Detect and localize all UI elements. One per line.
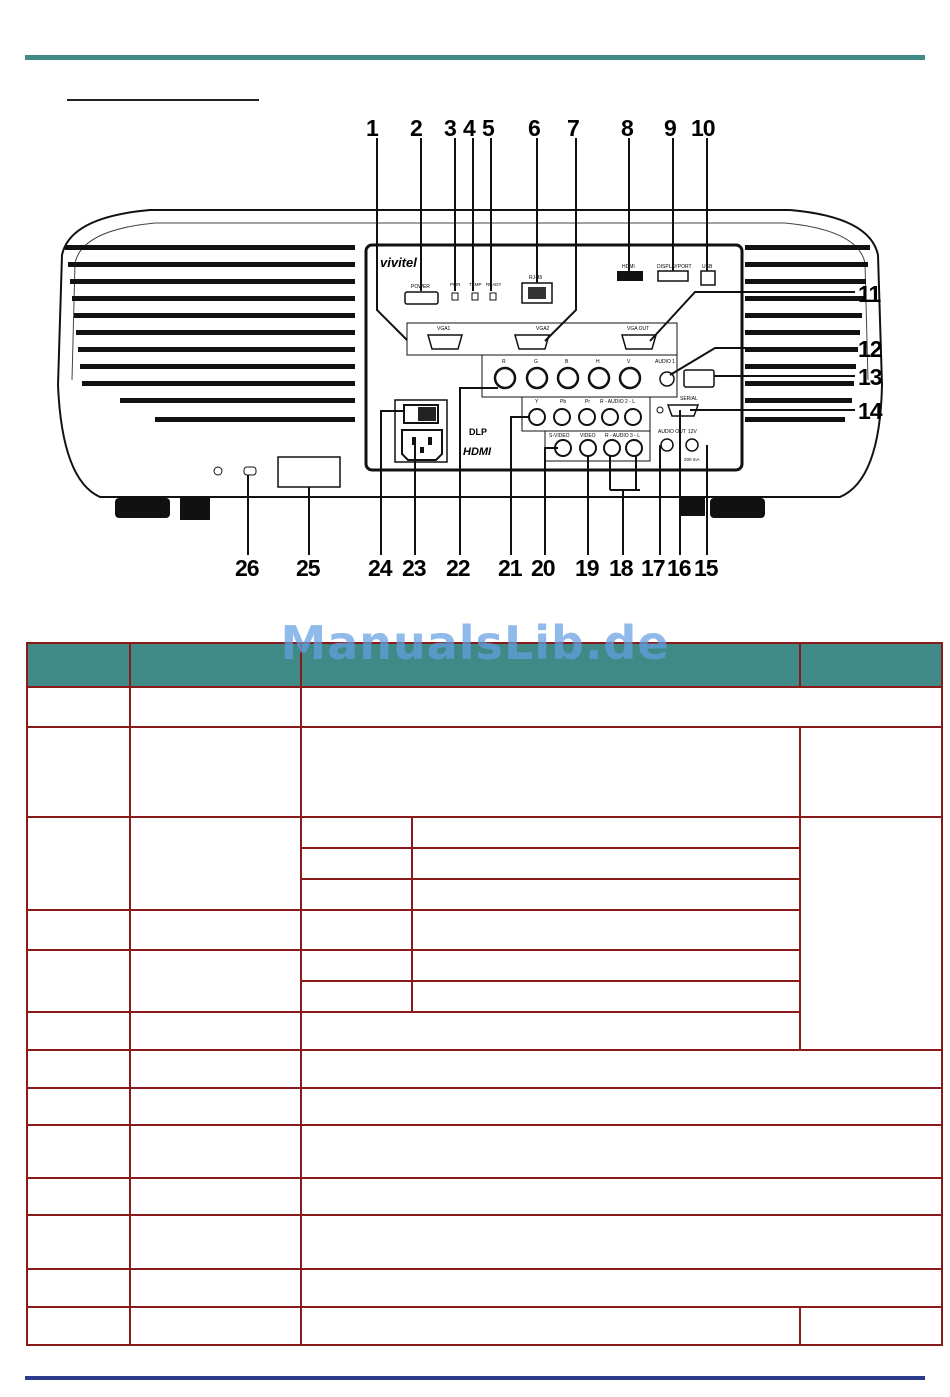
svg-text:POWER: POWER bbox=[411, 284, 430, 290]
callout-2: 2 bbox=[410, 115, 422, 141]
svg-text:12V: 12V bbox=[688, 429, 697, 435]
svg-text:S-VIDEO: S-VIDEO bbox=[549, 433, 570, 439]
callout-21: 21 bbox=[498, 555, 522, 581]
svg-text:VGA OUT: VGA OUT bbox=[627, 326, 650, 332]
svg-text:AUDIO OUT: AUDIO OUT bbox=[658, 429, 686, 435]
table-row bbox=[27, 1307, 942, 1345]
callout-19: 19 bbox=[575, 555, 599, 581]
callout-14: 14 bbox=[858, 398, 882, 424]
header-cell bbox=[130, 643, 301, 687]
table-row bbox=[27, 1050, 942, 1088]
table-row bbox=[27, 1012, 942, 1050]
svg-text:R - AUDIO 3 - L: R - AUDIO 3 - L bbox=[605, 433, 641, 439]
header-cell bbox=[27, 643, 130, 687]
svg-text:READY: READY bbox=[486, 282, 502, 287]
callout-10: 10 bbox=[691, 115, 715, 141]
table-row bbox=[27, 1088, 942, 1125]
callout-3: 3 bbox=[444, 115, 456, 141]
svg-text:RJ-45: RJ-45 bbox=[529, 275, 543, 281]
callout-4: 4 bbox=[463, 115, 475, 141]
callout-20: 20 bbox=[531, 555, 555, 581]
callout-17: 17 bbox=[641, 555, 665, 581]
connector-table bbox=[26, 642, 943, 1346]
callout-5: 5 bbox=[482, 115, 494, 141]
svg-text:DISPLAYPORT: DISPLAYPORT bbox=[657, 264, 692, 270]
table-row bbox=[27, 1215, 942, 1269]
svg-text:B: B bbox=[565, 359, 569, 365]
svg-text:HDMI: HDMI bbox=[622, 264, 635, 270]
callout-11: 11 bbox=[858, 281, 881, 307]
svg-text:DLP: DLP bbox=[469, 427, 487, 437]
watermark: ManualsLib.de bbox=[280, 616, 670, 670]
rear-panel-diagram bbox=[0, 105, 950, 595]
callout-22: 22 bbox=[446, 555, 470, 581]
projector-rear-illustration bbox=[0, 105, 950, 595]
callout-23: 23 bbox=[402, 555, 426, 581]
svg-text:TEMP: TEMP bbox=[469, 282, 482, 287]
brand-logo: vivitel bbox=[380, 255, 417, 270]
footer-rule bbox=[25, 1376, 925, 1380]
callout-6: 6 bbox=[528, 115, 540, 141]
svg-text:200 mA: 200 mA bbox=[684, 457, 700, 462]
callout-1: 1 bbox=[366, 115, 378, 141]
svg-text:Pr: Pr bbox=[585, 399, 590, 405]
table-row bbox=[27, 1125, 942, 1178]
svg-text:R - AUDIO 2 - L: R - AUDIO 2 - L bbox=[600, 399, 636, 405]
svg-text:Pb: Pb bbox=[560, 399, 567, 405]
section-heading-underline bbox=[67, 99, 259, 101]
svg-text:V: V bbox=[627, 359, 631, 365]
callout-13: 13 bbox=[858, 364, 882, 390]
callout-18: 18 bbox=[609, 555, 633, 581]
table-row bbox=[27, 687, 942, 727]
table-row bbox=[27, 727, 942, 817]
header-rule bbox=[25, 55, 925, 60]
svg-text:G: G bbox=[534, 359, 538, 365]
svg-text:HDMI: HDMI bbox=[463, 446, 492, 458]
callout-12: 12 bbox=[858, 336, 882, 362]
svg-text:VGA1: VGA1 bbox=[437, 326, 451, 332]
svg-text:SERIAL: SERIAL bbox=[680, 396, 698, 402]
callout-25: 25 bbox=[296, 555, 320, 581]
callout-9: 9 bbox=[664, 115, 676, 141]
table-row bbox=[27, 1269, 942, 1307]
table-row bbox=[27, 817, 942, 848]
svg-text:H: H bbox=[596, 359, 600, 365]
callout-8: 8 bbox=[621, 115, 633, 141]
table-row bbox=[27, 1178, 942, 1215]
svg-text:VIDEO: VIDEO bbox=[580, 433, 596, 439]
callout-7: 7 bbox=[567, 115, 579, 141]
svg-text:R: R bbox=[502, 359, 506, 365]
svg-text:USB: USB bbox=[702, 264, 713, 270]
svg-text:PWR: PWR bbox=[450, 282, 461, 287]
header-cell bbox=[301, 643, 800, 687]
svg-text:VGA2: VGA2 bbox=[536, 326, 550, 332]
callout-15: 15 bbox=[694, 555, 718, 581]
header-cell bbox=[800, 643, 942, 687]
callout-24: 24 bbox=[368, 555, 392, 581]
table-header-row bbox=[27, 643, 942, 687]
svg-text:Y: Y bbox=[535, 399, 539, 405]
svg-text:AUDIO 1: AUDIO 1 bbox=[655, 359, 676, 365]
callout-26: 26 bbox=[235, 555, 259, 581]
callout-16: 16 bbox=[667, 555, 691, 581]
